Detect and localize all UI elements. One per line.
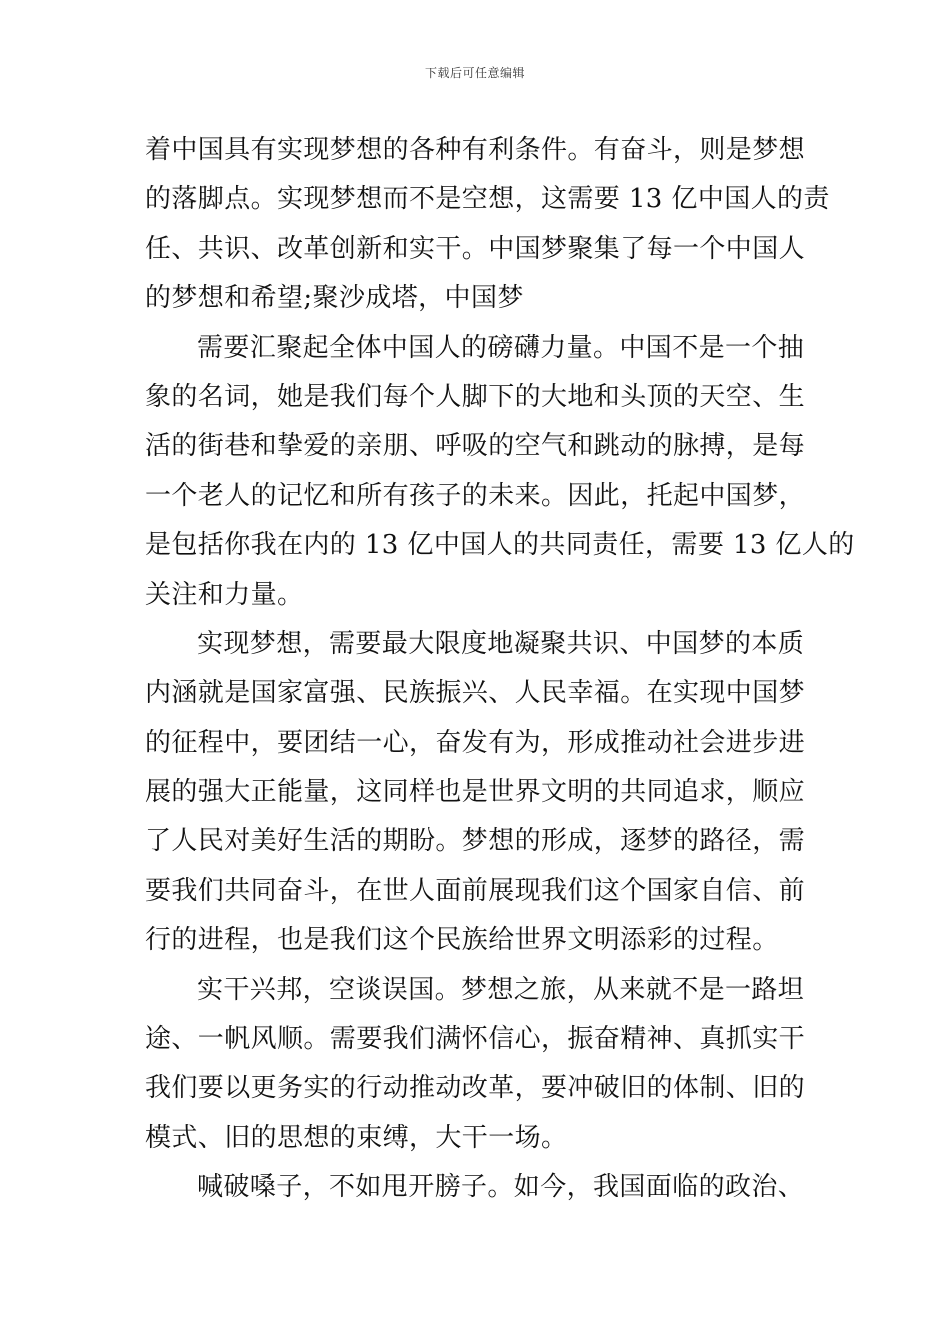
text-line: 任、共识、改革创新和实干。中国梦聚集了每一个中国人 xyxy=(145,233,806,264)
text-line: 内涵就是国家富强、民族振兴、人民幸福。在实现中国梦 xyxy=(145,678,806,709)
text-line: 喊破嗓子，不如甩开膀子。如今，我国面临的政治、 xyxy=(197,1172,805,1203)
text-line: 着中国具有实现梦想的各种有利条件。有奋斗，则是梦想 xyxy=(145,135,806,165)
text-line: 行的进程，也是我们这个民族给世界文明添彩的过程。 xyxy=(145,925,779,956)
text-line: 活的街巷和挚爱的亲朋、呼吸的空气和跳动的脉搏，是每 xyxy=(145,431,806,462)
text-line: 了人民对美好生活的期盼。梦想的形成，逐梦的路径，需 xyxy=(145,826,806,857)
text-line: 途、一帆风顺。需要我们满怀信心，振奋精神、真抓实干 xyxy=(145,1024,806,1055)
page-header: 下载后可任意编辑 xyxy=(424,66,525,80)
text-line: 模式、旧的思想的束缚，大干一场。 xyxy=(145,1122,568,1153)
text-line: 关注和力量。 xyxy=(145,579,304,610)
text-line: 的梦想和希望;聚沙成塔，中国梦 xyxy=(145,283,524,314)
text-line: 需要汇聚起全体中国人的磅礴力量。中国不是一个抽 xyxy=(197,332,805,363)
document-body xyxy=(145,126,855,1213)
text-line: 实干兴邦，空谈误国。梦想之旅，从来就不是一路坦 xyxy=(197,974,805,1005)
text-line: 我们要以更务实的行动推动改革，要冲破旧的体制、旧的 xyxy=(145,1073,806,1104)
text-line: 一个老人的记忆和所有孩子的未来。因此，托起中国梦， xyxy=(145,480,806,511)
text-line: 的落脚点。实现梦想而不是空想，这需要 13 亿中国人的责 xyxy=(145,184,830,215)
text-line: 象的名词，她是我们每个人脚下的大地和头顶的天空、生 xyxy=(145,381,806,412)
text-line: 展的强大正能量，这同样也是世界文明的共同追求，顺应 xyxy=(145,777,806,808)
text-line: 的征程中，要团结一心，奋发有为，形成推动社会进步进 xyxy=(145,727,806,758)
text-line: 实现梦想，需要最大限度地凝聚共识、中国梦的本质 xyxy=(197,628,805,659)
text-line: 是包括你我在内的 13 亿中国人的共同责任，需要 13 亿人的 xyxy=(145,530,855,561)
text-line: 要我们共同奋斗，在世人面前展现我们这个国家自信、前 xyxy=(145,875,806,906)
